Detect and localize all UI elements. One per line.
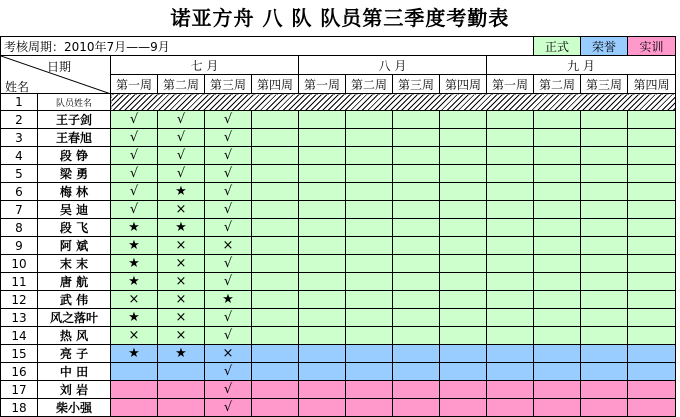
member-row [1,291,676,309]
attendance-cell[interactable] [252,363,299,381]
attendance-cell[interactable] [252,237,299,255]
attendance-cell[interactable] [440,219,487,237]
attendance-cell[interactable] [299,165,346,183]
attendance-cell[interactable] [534,165,581,183]
attendance-cell[interactable] [581,309,628,327]
attendance-cell[interactable] [628,129,676,147]
attendance-cell[interactable]: √ [111,165,158,183]
attendance-cell[interactable] [346,111,393,129]
attendance-cell[interactable]: √ [158,129,205,147]
attendance-cell[interactable] [487,273,534,291]
member-row [1,327,676,345]
attendance-cell[interactable]: √ [158,165,205,183]
attendance-cell[interactable] [581,237,628,255]
attendance-cell[interactable] [440,273,487,291]
attendance-cell[interactable] [440,183,487,201]
attendance-cell[interactable] [487,201,534,219]
member-name: 唐 航 [38,273,111,291]
attendance-cell[interactable] [534,309,581,327]
attendance-cell[interactable] [628,309,676,327]
attendance-cell[interactable] [252,165,299,183]
member-name: 风之落叶 [38,309,111,327]
row-number: 13 [1,309,38,327]
attendance-cell[interactable] [299,111,346,129]
attendance-cell[interactable] [440,147,487,165]
attendance-cell[interactable] [346,327,393,345]
attendance-cell[interactable]: × [205,237,252,255]
attendance-cell[interactable] [534,129,581,147]
member-name: 柴小强 [38,399,111,417]
legend-official: 正式 [534,37,581,56]
member-row [1,363,676,381]
attendance-table [0,36,676,417]
member-name: 王春旭 [38,129,111,147]
attendance-cell[interactable] [581,255,628,273]
row-number: 10 [1,255,38,273]
attendance-cell[interactable] [393,363,440,381]
attendance-cell[interactable] [534,291,581,309]
attendance-cell[interactable] [581,345,628,363]
row-number: 2 [1,111,38,129]
attendance-cell[interactable] [346,363,393,381]
row-number: 16 [1,363,38,381]
attendance-cell[interactable] [346,345,393,363]
row-number: 17 [1,381,38,399]
month-july: 七 月 [111,56,299,75]
attendance-cell[interactable] [581,147,628,165]
attendance-cell[interactable]: ★ [158,345,205,363]
attendance-cell[interactable] [393,219,440,237]
row-number: 18 [1,399,38,417]
attendance-cell[interactable] [346,237,393,255]
attendance-cell[interactable]: √ [158,147,205,165]
name-header-row [1,94,676,111]
member-name: 段 飞 [38,219,111,237]
attendance-cell[interactable] [534,201,581,219]
attendance-cell[interactable]: √ [205,147,252,165]
attendance-cell[interactable]: × [111,291,158,309]
attendance-cell[interactable] [393,111,440,129]
attendance-cell[interactable] [534,327,581,345]
month-row [1,56,676,75]
row-number: 3 [1,129,38,147]
attendance-cell[interactable] [534,273,581,291]
member-name: 武 伟 [38,291,111,309]
attendance-cell[interactable] [628,291,676,309]
member-name: 热 风 [38,327,111,345]
attendance-cell[interactable]: √ [111,129,158,147]
member-name: 王子剑 [38,111,111,129]
attendance-cell[interactable] [440,201,487,219]
attendance-cell[interactable]: √ [111,111,158,129]
attendance-cell[interactable] [346,291,393,309]
attendance-cell[interactable] [628,255,676,273]
member-name: 亮 子 [38,345,111,363]
attendance-cell[interactable]: √ [111,183,158,201]
member-row [1,345,676,363]
period-label: 考核周期：2010年7月——9月 [1,37,299,56]
attendance-cell[interactable]: √ [205,165,252,183]
attendance-cell[interactable] [252,201,299,219]
attendance-cell[interactable]: × [158,309,205,327]
attendance-cell[interactable] [534,183,581,201]
attendance-cell[interactable]: √ [205,111,252,129]
attendance-cell[interactable] [628,111,676,129]
attendance-cell[interactable] [252,111,299,129]
legend-intern: 实训 [628,37,676,56]
attendance-cell[interactable] [487,327,534,345]
attendance-cell[interactable] [628,183,676,201]
week-header: 第三周 [205,75,252,94]
attendance-cell[interactable]: ★ [158,183,205,201]
attendance-cell[interactable] [440,291,487,309]
attendance-cell[interactable]: √ [111,147,158,165]
attendance-cell[interactable]: × [158,237,205,255]
attendance-cell[interactable] [299,327,346,345]
attendance-cell[interactable] [628,147,676,165]
attendance-cell[interactable] [581,165,628,183]
attendance-cell[interactable] [534,111,581,129]
attendance-cell[interactable] [581,129,628,147]
attendance-cell[interactable] [346,309,393,327]
member-row [1,309,676,327]
attendance-cell[interactable]: √ [205,309,252,327]
week-header: 第一周 [487,75,534,94]
attendance-cell[interactable] [628,165,676,183]
month-september: 九 月 [487,56,676,75]
attendance-cell[interactable] [346,183,393,201]
attendance-cell[interactable]: × [158,291,205,309]
attendance-cell[interactable] [487,111,534,129]
member-row [1,111,676,129]
attendance-cell[interactable]: ★ [158,219,205,237]
attendance-cell[interactable] [534,255,581,273]
attendance-cell[interactable] [299,255,346,273]
row-number: 7 [1,201,38,219]
attendance-cell[interactable] [440,255,487,273]
attendance-cell[interactable]: ★ [111,273,158,291]
attendance-cell[interactable] [346,219,393,237]
attendance-cell[interactable] [158,363,205,381]
attendance-cell[interactable]: √ [205,183,252,201]
attendance-cell[interactable] [393,129,440,147]
name-header-label: 队员姓名 [38,94,111,111]
attendance-cell[interactable] [346,201,393,219]
member-row [1,183,676,201]
attendance-cell[interactable] [252,183,299,201]
attendance-cell[interactable] [252,309,299,327]
attendance-cell[interactable] [534,147,581,165]
member-name: 吴 迪 [38,201,111,219]
week-header: 第四周 [252,75,299,94]
attendance-cell[interactable] [346,273,393,291]
attendance-cell[interactable]: ★ [111,255,158,273]
attendance-cell[interactable] [346,147,393,165]
attendance-cell[interactable] [393,237,440,255]
attendance-cell[interactable] [299,219,346,237]
attendance-cell[interactable] [252,273,299,291]
attendance-cell[interactable]: ★ [111,345,158,363]
attendance-cell[interactable] [487,237,534,255]
attendance-cell[interactable] [628,201,676,219]
attendance-cell[interactable]: √ [205,399,252,417]
member-row [1,237,676,255]
attendance-cell[interactable] [346,165,393,183]
member-name: 段 铮 [38,147,111,165]
attendance-cell[interactable] [440,327,487,345]
attendance-cell[interactable] [487,309,534,327]
attendance-cell[interactable]: ★ [111,309,158,327]
attendance-cell[interactable] [487,219,534,237]
attendance-cell[interactable] [440,309,487,327]
attendance-cell[interactable] [299,345,346,363]
attendance-cell[interactable]: √ [205,255,252,273]
member-row [1,255,676,273]
member-name: 末 末 [38,255,111,273]
attendance-cell[interactable] [628,345,676,363]
row-number: 9 [1,237,38,255]
row-number: 12 [1,291,38,309]
member-name: 中 田 [38,363,111,381]
attendance-cell[interactable] [581,363,628,381]
member-row [1,201,676,219]
member-row [1,147,676,165]
week-header: 第二周 [346,75,393,94]
attendance-cell[interactable] [252,255,299,273]
row-number: 15 [1,345,38,363]
attendance-cell[interactable] [534,219,581,237]
attendance-cell[interactable] [440,111,487,129]
period-row [1,37,676,56]
member-row [1,273,676,291]
attendance-cell[interactable] [440,345,487,363]
attendance-cell[interactable] [534,381,581,399]
row-number: 4 [1,147,38,165]
attendance-cell[interactable] [581,201,628,219]
attendance-cell[interactable] [393,291,440,309]
week-header: 第三周 [393,75,440,94]
member-row [1,129,676,147]
attendance-cell[interactable] [581,291,628,309]
attendance-cell[interactable] [252,291,299,309]
row-number: 1 [1,94,38,111]
attendance-cell[interactable]: × [111,327,158,345]
attendance-cell[interactable] [346,255,393,273]
attendance-cell[interactable] [487,165,534,183]
attendance-cell[interactable] [252,327,299,345]
attendance-cell[interactable] [581,219,628,237]
attendance-cell[interactable] [487,363,534,381]
month-august: 八 月 [299,56,487,75]
attendance-cell[interactable] [440,237,487,255]
row-number: 5 [1,165,38,183]
attendance-cell[interactable] [252,147,299,165]
attendance-cell[interactable] [158,381,205,399]
attendance-cell[interactable] [628,237,676,255]
row-number: 11 [1,273,38,291]
attendance-cell[interactable]: ★ [111,237,158,255]
attendance-cell[interactable]: √ [158,111,205,129]
attendance-cell[interactable]: × [158,201,205,219]
sheet-title: 诺亚方舟 八 队 队员第三季度考勤表 [170,6,510,30]
attendance-cell[interactable] [628,327,676,345]
row-number: 6 [1,183,38,201]
attendance-cell[interactable] [299,381,346,399]
attendance-cell[interactable] [487,255,534,273]
attendance-cell[interactable] [628,219,676,237]
attendance-cell[interactable] [299,291,346,309]
attendance-cell[interactable]: √ [205,219,252,237]
attendance-cell[interactable] [487,381,534,399]
attendance-cell[interactable] [252,345,299,363]
attendance-cell[interactable]: √ [205,327,252,345]
attendance-cell[interactable]: √ [205,273,252,291]
attendance-cell[interactable] [628,273,676,291]
corner-header [1,56,111,94]
attendance-cell[interactable] [581,327,628,345]
member-row [1,165,676,183]
attendance-cell[interactable] [581,183,628,201]
hatched-band [111,94,676,111]
attendance-cell[interactable]: × [158,273,205,291]
attendance-cell[interactable] [299,237,346,255]
attendance-cell[interactable] [440,363,487,381]
week-header: 第一周 [299,75,346,94]
attendance-cell[interactable] [534,363,581,381]
member-name: 阿 斌 [38,237,111,255]
attendance-cell[interactable] [393,345,440,363]
attendance-cell[interactable] [393,147,440,165]
attendance-cell[interactable] [581,111,628,129]
attendance-cell[interactable] [393,201,440,219]
attendance-cell[interactable] [393,381,440,399]
attendance-cell[interactable]: √ [205,363,252,381]
attendance-cell[interactable] [581,273,628,291]
attendance-cell[interactable] [252,129,299,147]
attendance-cell[interactable] [487,183,534,201]
week-header: 第四周 [440,75,487,94]
attendance-cell[interactable] [581,381,628,399]
attendance-cell[interactable] [299,147,346,165]
attendance-cell[interactable] [393,309,440,327]
legend-honor: 荣誉 [581,37,628,56]
attendance-cell[interactable]: ★ [205,291,252,309]
attendance-cell[interactable] [393,183,440,201]
attendance-cell[interactable]: × [205,345,252,363]
member-name: 刘 岩 [38,381,111,399]
attendance-cell[interactable] [299,201,346,219]
name-label: 姓名 [5,80,30,94]
attendance-cell[interactable] [299,363,346,381]
member-row [1,381,676,399]
attendance-cell[interactable] [299,309,346,327]
attendance-cell[interactable] [299,183,346,201]
attendance-cell[interactable] [299,129,346,147]
attendance-cell[interactable] [393,273,440,291]
attendance-cell[interactable] [628,363,676,381]
attendance-cell[interactable] [487,147,534,165]
attendance-cell[interactable] [346,129,393,147]
attendance-cell[interactable] [393,327,440,345]
week-header: 第四周 [628,75,676,94]
attendance-cell[interactable] [440,165,487,183]
attendance-cell[interactable]: × [158,327,205,345]
attendance-cell[interactable] [346,381,393,399]
week-header: 第一周 [111,75,158,94]
attendance-cell[interactable] [487,291,534,309]
attendance-cell[interactable]: √ [111,201,158,219]
row-number: 14 [1,327,38,345]
attendance-cell[interactable] [111,363,158,381]
member-name: 梅 林 [38,183,111,201]
attendance-cell[interactable] [252,381,299,399]
attendance-cell[interactable]: √ [205,201,252,219]
attendance-cell[interactable] [440,129,487,147]
attendance-cell[interactable] [393,165,440,183]
attendance-cell[interactable] [252,219,299,237]
week-header: 第二周 [158,75,205,94]
attendance-cell[interactable]: × [158,255,205,273]
attendance-cell[interactable] [111,381,158,399]
week-header: 第二周 [534,75,581,94]
attendance-cell[interactable] [534,345,581,363]
attendance-cell[interactable]: ★ [111,219,158,237]
member-name: 梁 勇 [38,165,111,183]
attendance-cell[interactable] [534,237,581,255]
row-number: 8 [1,219,38,237]
member-row [1,219,676,237]
attendance-cell[interactable] [440,381,487,399]
attendance-cell[interactable] [628,381,676,399]
attendance-cell[interactable]: √ [205,381,252,399]
attendance-cell[interactable] [393,255,440,273]
date-label: 日期 [47,60,72,74]
attendance-cell[interactable] [299,273,346,291]
attendance-cell[interactable] [487,129,534,147]
attendance-cell[interactable]: √ [205,129,252,147]
week-header: 第三周 [581,75,628,94]
attendance-cell[interactable] [487,345,534,363]
